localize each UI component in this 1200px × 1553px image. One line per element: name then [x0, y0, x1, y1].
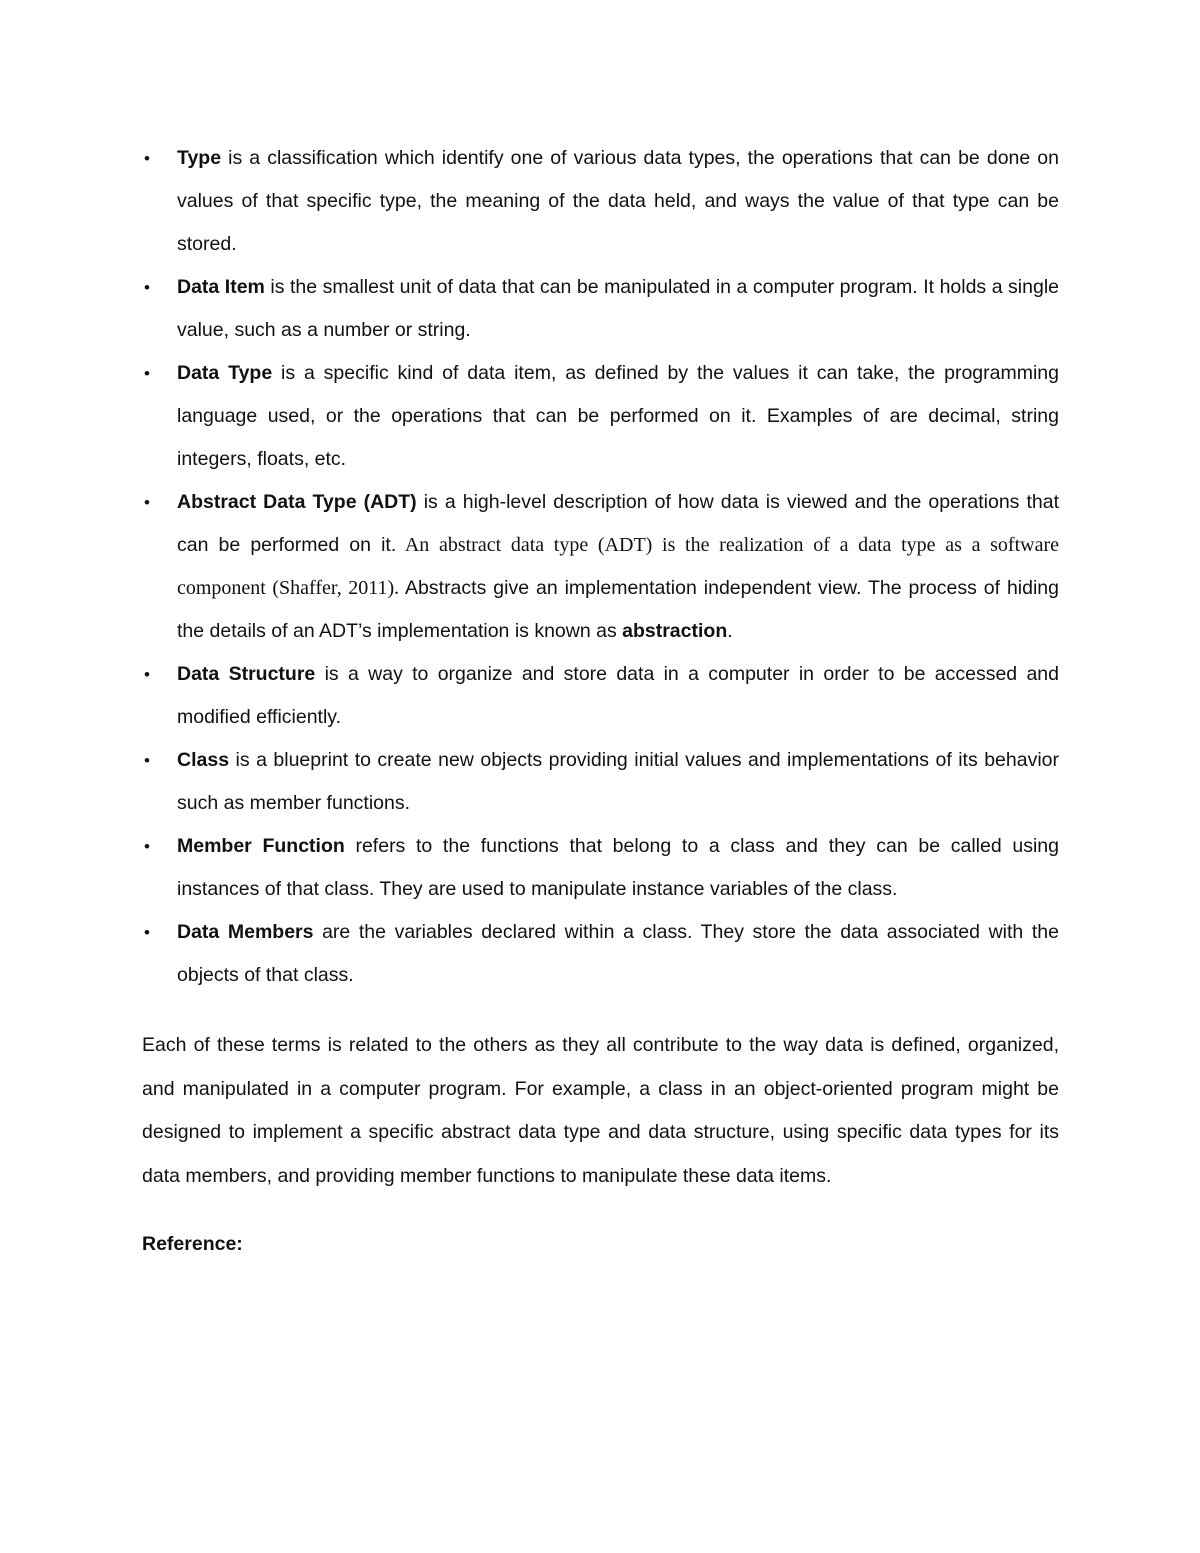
definition-term: Data Members — [177, 921, 314, 943]
bullet-icon: • — [144, 751, 150, 770]
definition-text: is a classification which identify one of various data types, the operations that can be done on values of that specific type, the meaning of the data held, and ways the value of that type can be stored. — [177, 147, 1059, 255]
definition-term: Data Type — [177, 362, 273, 384]
definition-text: refers to the functions that belong to a class and they can be called using instances of that class. They are used to manipulate instance variables of the class. — [177, 835, 1059, 900]
definition-data-members — [142, 911, 1059, 997]
bullet-icon: • — [144, 149, 150, 168]
definition-text: are the variables declared within a class. They store the data associated with the objects of that class. — [177, 921, 1059, 986]
citation-text: An abstract data type (ADT) is the realization of a data type as a software component (Shaffer, 2011). — [177, 534, 1059, 599]
definition-term: Data Item — [177, 276, 265, 298]
definition-term: Member Function — [177, 835, 345, 857]
definition-term: Abstract Data Type (ADT) — [177, 491, 417, 513]
definition-text: is a blueprint to create new objects providing initial values and implementations of its behavior such as member functions. — [177, 749, 1059, 814]
definition-text: is a way to organize and store data in a computer in order to be accessed and modified efficiently. — [177, 663, 1059, 728]
definition-abstract-data-type — [142, 481, 1059, 653]
bullet-icon: • — [144, 278, 150, 297]
definition-text: is the smallest unit of data that can be manipulated in a computer program. It holds a single value, such as a number or string. — [177, 276, 1060, 341]
definition-term: Type — [177, 147, 222, 169]
reference-heading: Reference: — [142, 1233, 243, 1255]
bullet-icon: • — [144, 923, 150, 942]
definition-class — [142, 739, 1059, 825]
definition-text: is a specific kind of data item, as defined by the values it can take, the programming language used, or the operations that can be performed on it. Examples of are decimal, string integers, floats, etc. — [177, 362, 1059, 470]
definitions-list — [142, 137, 1059, 997]
definition-end: . — [727, 620, 733, 642]
bullet-icon: • — [144, 493, 150, 512]
definition-type — [142, 137, 1059, 266]
emphasis-term: abstraction — [622, 620, 728, 642]
definition-data-item — [142, 266, 1059, 352]
definition-data-structure — [142, 653, 1059, 739]
definition-data-type — [142, 352, 1059, 481]
definition-text: is a high-level description of how data is viewed and the operations that can be performed on it. — [177, 491, 1059, 556]
definition-member-function — [142, 825, 1059, 911]
definition-text-continued: Abstracts give an implementation independent view. The process of hiding the details of an ADT’s implementation is known as — [177, 577, 1059, 642]
bullet-icon: • — [144, 837, 150, 856]
bullet-icon: • — [144, 364, 150, 383]
definition-term: Class — [177, 749, 230, 771]
bullet-icon: • — [144, 665, 150, 684]
definition-term: Data Structure — [177, 663, 316, 685]
summary-paragraph: Each of these terms is related to the others as they all contribute to the way data is defined, organized, and manipulated in a computer program. For example, a class in an object-oriented program might be designed to implement a specific abstract data type and data structure, using specific data types for its data members, and providing member functions to manipulate these data items. — [142, 1034, 1059, 1187]
document-body — [142, 137, 1059, 1266]
